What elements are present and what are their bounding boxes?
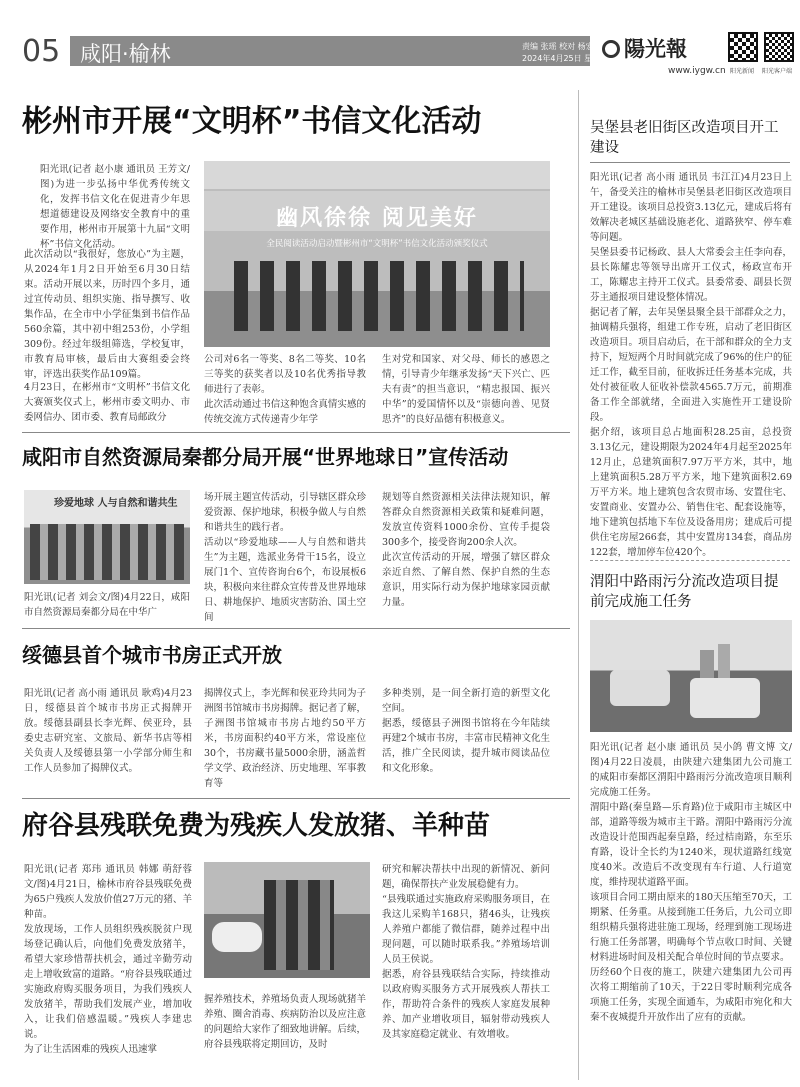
divider	[22, 432, 570, 433]
article3-headline: 绥德县首个城市书房正式开放	[22, 643, 282, 667]
article2-col1: 阳光讯(记者 刘会文/图)4月22日，咸阳市自然资源局秦都分局在中华广	[24, 592, 190, 618]
date-line: 2024年4月25日 星期四	[522, 54, 609, 63]
article2-col2: 场开展主题宣传活动，引导辖区群众珍爱资源、保护地球，积极争做人与自然和谐共生的践行者。 活动以“珍爱地球——人与自然和谐共生”为主题，选派业务骨干15名，设立展门1个、宣传咨询台6个，布设展板6块，积极向来往群众宣传普及世界地球日、耕地保护、地质灾害防治、国土空间	[204, 492, 366, 623]
qr2-label: 阳光客户端	[762, 68, 793, 75]
article1-para2: 此次活动以“我很好，您放心”为主题，从2024年1月2日开始至6月30日结束。活动开展以来，历时四个多月，通过宣传动员、组织实施、指导撰写、收集作品，在全市中小学征集到书信作品560余篇，其中初中组253份，小学组309份。经过年级组筛选，学校复审，市教育局审核，最后由大赛组委会终审，评选出获奖作品109篇。	[24, 249, 190, 380]
divider	[590, 162, 790, 163]
newspaper-logo: 陽光報	[624, 36, 687, 61]
qr-code-icon[interactable]	[764, 32, 794, 62]
logo-sun-icon	[602, 40, 620, 58]
photo-banner-text: 幽风徐徐 阅见美好	[276, 206, 478, 231]
photo-banner-subtitle: 全民阅读活动启动暨彬州市“文明杯”书信文化活动颁奖仪式	[266, 239, 488, 249]
article4-photo	[204, 862, 370, 978]
article4-col2: 握养殖技术，养殖场负责人现场就猪羊养殖、圈舍消毒、疾病防治以及应注意的问题给大家作了细致地讲解。后续，府谷县残联将定期回访，及时	[204, 994, 366, 1050]
article3-col2: 揭牌仪式上，李光辉和侯亚玲共同为子洲图书馆城市书房揭牌。据记者了解，子洲图书馆城市书房占地约50平方米，书房面积约40平方米，常设座位30个，书房藏书量5000余册，涵盖哲学文学、政治经济、历史地理、军事教育等	[204, 688, 366, 789]
article4-col1: 阳光讯(记者 郑玮 通讯员 韩娜 萌舒蓉 文/图)4月21日，榆林市府谷县残联免费为65户残疾人发放价值27万元的猪、羊种苗。 发放现场，工作人员组织残疾脱贫户现场登记确认后，向他们免费发放猪羊，希望大家珍惜帮扶机会，通过辛勤劳动走上增收致富的道路。“府谷县残联通过实施政府购买服务项目，为我们残疾人发放猪羊，帮助我们发展产业，增加收入，让我们倍感温暖。”残疾人李建忠说。 为了让生活困难的残疾人迅速掌	[24, 864, 192, 1055]
sidebar2-photo	[590, 620, 792, 732]
sidebar2-headline: 渭阳中路雨污分流改造项目提前完成施工任务	[590, 574, 779, 610]
column-divider	[578, 90, 579, 1080]
article2-col3: 规划等自然资源相关法律法规知识，解答群众自然资源相关政策和疑难问题，发放宣传资料1000余份、宣传手提袋300多个，接受咨询200余人次。 此次宣传活动的开展，增强了辖区群众亲近自然、了解自然、保护自然的生态意识，用实际行动为保护地球家园贡献力量。	[382, 492, 550, 608]
section-title: 咸阳·榆林	[80, 42, 171, 66]
qr1-label: 阳光新闻	[730, 68, 755, 75]
page-number: 05	[22, 34, 61, 69]
article1-photo	[204, 161, 550, 347]
article4-col3: 研究和解决帮扶中出现的新情况、新问题，确保帮扶产业发展稳健有力。 “县残联通过实施政府采购服务项目，在我这儿采购羊168只，猪46头，让残疾人养殖户都能了微信群，随养过程中出现问题，可以随时联系我。”养殖场培训人员王侯说。 据悉，府谷县残联结合实际，持续推动以政府购买服务方式开展残疾人帮扶工作，帮助符合条件的残疾人家庭发展种养、加产业增收项目，辐射带动残疾人及其家庭稳定就业、有效增收。	[382, 864, 550, 1040]
article3-col3: 多种类别，是一间全新打造的新型文化空间。 据悉，绥德县子洲图书馆将在今年陆续再建2个城市书房，丰富市民精神文化生活，推广全民阅读，提升城市阅读品位和文化形象。	[382, 688, 550, 774]
article4-headline: 府谷县残联免费为残疾人发放猪、羊种苗	[22, 811, 491, 841]
article3-col1: 阳光讯(记者 高小雨 通讯员 耿鸡)4月23日，绥德县首个城市书房正式揭牌开放。绥德县副县长李光辉、侯亚玲，县委史志研究室、文旅局、新华书店等相关负责人及绥德县第一小学部分师生和工作人员参加了揭牌仪式。	[24, 688, 192, 774]
article1-lead: 阳光讯(记者 赵小康 通讯员 王芳文/图)为进一步弘扬中华优秀传统文化，发挥书信文化在促进青少年思想道德建设及网络安全教育中的重要作用，彬州市开展第十九届“文明杯”书信文化活动。	[40, 164, 190, 250]
photo-sign-text: 珍爱地球 人与自然和谐共生	[54, 498, 178, 509]
editors-line: 责编 张瑶 校对 杨宏玲	[522, 42, 602, 51]
divider	[22, 798, 570, 799]
divider	[590, 560, 790, 561]
article2-photo	[24, 490, 190, 584]
article1-col3: 生对党和国家、对父母、师长的感恩之情，引导青少年继承发扬“天下兴亡、匹夫有责”的担当意识，“精忠报国、振兴中华”的爱国情怀以及“崇德向善、见贤思齐”的良好品德有积极意义。	[382, 354, 550, 425]
article2-headline: 咸阳市自然资源局秦都分局开展“世界地球日”宣传活动	[22, 445, 509, 469]
article1-col2: 公司对6名一等奖、8名二等奖、10名三等奖的获奖者以及10名优秀指导教师进行了表彰。 此次活动通过书信这种饱含真情实感的传统交流方式传递青少年学	[204, 354, 366, 425]
sidebar2-body: 阳光讯(记者 赵小康 通讯员 吴小鸽 曹文博 文/图)4月22日凌晨，由陕建六建集团九公司施工的咸阳市秦都区渭阳中路雨污分流改造项目顺利完成施工任务。 渭阳中路(秦皇路—乐育路)位于咸阳市主城区中部，道路等级为城市主干路。渭阳中路雨污分流改造设计范围西起秦皇路，经过桔南路，东至乐育路，设计全长约为1240米，现状道路红线宽度40米。改造后不改变现有车行道、人行道宽度，维持现状道路平面。 该项目合同工期由原来的180天压缩至70天，工期紧、任务重。从接到施工任务后，九公司立即组织精兵强将进驻施工现场，经理到施工现场进行施工任务部署，明确每个节点收口时间、关键材料进场时间及相关配合单位时间的节点要求。 历经60个日夜的施工，陕建六建集团九公司再次将工期缩前了10天，于22日零时顺利完成各项施工任务，实现全面通车，为咸阳市宛化和大秦不夜城提升开放作出了应有的贡献。	[590, 742, 792, 1023]
header-meta	[522, 41, 608, 65]
site-url[interactable]: www.iygw.cn	[668, 66, 726, 76]
article1-para3: 4月23日，在彬州市“文明杯”书信文化大赛颁奖仪式上，彬州市委文明办、市委网信办、团市委、教育局邮政分	[24, 382, 190, 423]
qr-code-icon[interactable]	[728, 32, 758, 62]
sidebar1-body: 阳光讯(记者 高小雨 通讯员 韦江江)4月23日上午，备受关注的榆林市吴堡县老旧街区改造项目开工建设。该项目总投资3.13亿元，建成后将有效解决老城区基础设施老化、道路狭窄、停车难等问题。 吴堡县委书记杨政、县人大常委会主任李向春，县长陈耀忠等领导出席开工仪式，杨政宣布开工，陈耀忠主持开工仪式。县委常委、副县长贺芬主通报项目建设整体情况。 据记者了解，去年吴堡县聚全县干部群众之力，抽调精兵强将，组建工作专班，启动了老旧街区改造项目。项目启动后，在干部和群众的全力支持下，短短两个月时间就完成了96%的住户的征迁工作，截至目前，征收拆迁任务基本完成，共处付被征收人征收补偿款4565.7万元，前期准备工作全部就绪，全面进入实施性开工建设阶段。 据介绍，该项目总占地面积28.25亩，总投资3.13亿元，建设期限为2024年4月起至2025年12月止，总建筑面积7.97万平方米，其中，地上建筑面积5.28万平方米，地下建筑面积2.69万平方米。地上建筑包含农贸市场、安置住宅、安置商业、安置办公、销售住宅、配套设施等，地下建筑包括地下车位及设备用房；建成后可提供住宅房屋266套，其中安置房134套，商品房122套，增加停车位420个。	[590, 172, 792, 558]
divider	[22, 628, 570, 629]
article1-headline: 彬州市开展“文明杯”书信文化活动	[22, 104, 482, 139]
sidebar1-headline: 吴堡县老旧街区改造项目开工建设	[590, 120, 779, 156]
